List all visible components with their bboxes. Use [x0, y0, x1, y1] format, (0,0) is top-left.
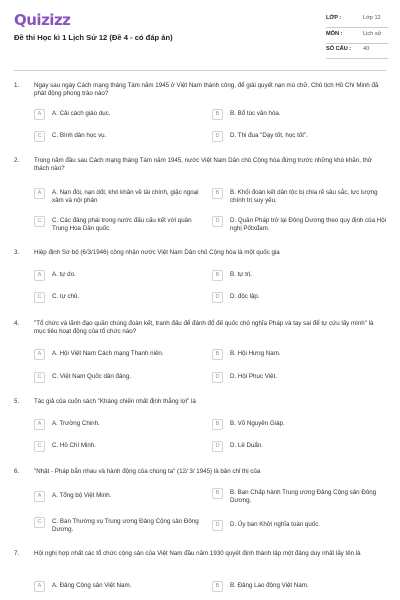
option-letter-box: D: [212, 441, 223, 452]
option-text: D. độc lập.: [230, 293, 260, 300]
option-d[interactable]: [212, 132, 387, 142]
option-letter-box: B: [212, 109, 223, 120]
option-text: C. Bình dân học vụ.: [52, 132, 107, 139]
question-text: Hiệp định Sơ bộ (6/3/1946) công nhận nước Việt Nam Dân chủ Cộng hòa là một quốc gia: [34, 249, 280, 256]
option-text: B. Khối đoàn kết dân tộc bị chia rẽ sâu sắc, lực lượng chính trị suy yếu.: [230, 189, 378, 205]
question-number: 6.: [14, 468, 20, 475]
question-number: 4.: [14, 320, 20, 327]
option-a[interactable]: [34, 492, 209, 502]
option-letter-box: C: [34, 131, 45, 142]
option-letter-box: C: [34, 216, 45, 227]
option-text: A. Tổng bộ Việt Minh.: [52, 492, 112, 499]
option-b[interactable]: [212, 582, 387, 592]
option-b[interactable]: [212, 489, 387, 506]
question-number: 5.: [14, 398, 20, 405]
option-d[interactable]: [212, 521, 387, 531]
option-letter-box: D: [212, 292, 223, 303]
question-text: "Tổ chức và lãnh đạo quần chúng đoàn kết, tranh đấu để đánh đổ đế quốc chủ nghĩa Pháp và tay sai để tự cứu lấy mình" là mục tiêu hoạt động của tổ chức nào?: [34, 320, 374, 336]
option-a[interactable]: [34, 110, 209, 120]
option-a[interactable]: [34, 271, 209, 281]
option-b[interactable]: [212, 420, 387, 430]
question-text: Ngay sau ngày Cách mạng tháng Tám năm 1945 ở Việt Nam thành công, để giải quyết nạn mù chữ. Chủ tịch Hồ Chí Minh đã phát động phong trào nào?: [34, 82, 379, 98]
option-letter-box: A: [34, 581, 45, 592]
option-text: C. Hồ Chí Minh.: [52, 442, 97, 449]
option-letter-box: C: [34, 441, 45, 452]
option-letter-box: D: [212, 216, 223, 227]
option-text: A. Trường Chinh.: [52, 420, 100, 427]
option-c[interactable]: [34, 518, 209, 535]
option-text: A. tự do.: [52, 271, 76, 278]
option-letter-box: A: [34, 188, 45, 199]
option-letter-box: B: [212, 188, 223, 199]
option-letter-box: C: [34, 372, 45, 383]
option-text: B. Hội Hưng Nam.: [230, 350, 281, 357]
meta-value: Lịch sử: [363, 31, 382, 37]
option-d[interactable]: [212, 293, 387, 303]
option-letter-box: B: [212, 581, 223, 592]
option-text: C. Ban Thường vụ Trung ương Đảng Cộng sản Đông Dương.: [52, 518, 199, 534]
option-b[interactable]: [212, 271, 387, 281]
option-d[interactable]: [212, 217, 387, 234]
meta-value: 40: [363, 46, 370, 52]
option-text: B. Ban Chấp hành Trung ương Đảng Cộng sản Đông Dương.: [230, 489, 377, 505]
meta-underline: [326, 27, 388, 28]
question-number: 1.: [14, 82, 20, 89]
meta-underline: [326, 43, 388, 44]
meta-value: Lớp 12: [363, 15, 381, 21]
option-a[interactable]: [34, 189, 209, 206]
meta-label: MÔN :: [326, 31, 343, 37]
option-b[interactable]: [212, 189, 387, 206]
option-letter-box: A: [34, 491, 45, 502]
option-letter-box: C: [34, 292, 45, 303]
option-c[interactable]: [34, 217, 209, 234]
option-letter-box: D: [212, 520, 223, 531]
option-letter-box: C: [34, 517, 45, 528]
option-letter-box: B: [212, 270, 223, 281]
option-text: C. Các đảng phái trong nước đấu cấu kết với quân Trung Hoa Dân quốc.: [52, 217, 192, 233]
option-d[interactable]: [212, 373, 387, 383]
question-text: Tác giả của cuốn sách "Kháng chiến nhất định thắng lợi" là: [34, 398, 196, 405]
option-text: A. Cải cách giáo dục.: [52, 110, 111, 117]
option-letter-box: A: [34, 109, 45, 120]
option-b[interactable]: [212, 350, 387, 360]
option-letter-box: B: [212, 349, 223, 360]
option-text: C. tự chủ.: [52, 293, 80, 300]
page-title: Đề thi Học kì 1 Lịch Sử 12 (Đề 4 - có đáp án): [14, 33, 173, 42]
option-text: C. Việt Nam Quốc dân đảng.: [52, 373, 131, 380]
question-text: Hội nghị hợp nhất các tổ chức cộng sản của Việt Nam đầu năm 1930 quyết định thành lập một đảng duy nhất lấy tên là: [34, 550, 361, 557]
option-text: D. Hội Phục Việt.: [230, 373, 278, 380]
option-text: B. Bổ túc văn hóa.: [230, 110, 281, 117]
option-letter-box: D: [212, 131, 223, 142]
option-c[interactable]: [34, 132, 209, 142]
option-letter-box: A: [34, 419, 45, 430]
question-number: 3.: [14, 249, 20, 256]
option-a[interactable]: [34, 350, 209, 360]
option-text: D. Quân Pháp trở lại Đông Dương theo quy định của Hội nghị Pốtxđam.: [230, 217, 387, 233]
option-b[interactable]: [212, 110, 387, 120]
meta-underline: [326, 58, 388, 59]
option-text: B. Đảng Lao động Việt Nam.: [230, 582, 309, 589]
page-header: [0, 0, 400, 70]
option-text: D. Thi đua "Dạy tốt, học tốt".: [230, 132, 308, 139]
option-letter-box: A: [34, 349, 45, 360]
option-text: A. Nạn đói, nạn dốt, khó khăn về tài chính, giặc ngoại xâm và nội phản: [52, 189, 199, 205]
option-letter-box: D: [212, 372, 223, 383]
option-c[interactable]: [34, 293, 209, 303]
option-text: D. Ủy ban Khởi nghĩa toàn quốc.: [230, 521, 321, 528]
option-letter-box: B: [212, 419, 223, 430]
option-c[interactable]: [34, 442, 209, 452]
question-number: 7.: [14, 550, 20, 557]
question-number: 2.: [14, 157, 20, 164]
meta-label: LỚP :: [326, 15, 342, 21]
header-divider: [14, 70, 386, 71]
option-text: A. Hội Việt Nam Cách mạng Thanh niên.: [52, 350, 164, 357]
option-letter-box: B: [212, 488, 223, 499]
option-text: D. Lê Duẩn.: [230, 442, 264, 449]
question-text: Trong năm đầu sau Cách mạng tháng Tám năm 1945, nước Việt Nam Dân chủ Cộng hòa đứng trước những khó khăn, thử thách nào?: [34, 157, 372, 173]
option-c[interactable]: [34, 373, 209, 383]
option-a[interactable]: [34, 420, 209, 430]
option-text: B. tự trị.: [230, 271, 253, 278]
meta-label: SỐ CÂU :: [326, 46, 352, 52]
question-text: "Nhật - Pháp bắn nhau và hành động của chúng ta" (12/ 3/ 1945) là bản chỉ thị của: [34, 468, 261, 475]
option-a[interactable]: [34, 582, 209, 592]
option-text: B. Võ Nguyên Giáp.: [230, 420, 285, 427]
quizizz-logo: Quizizz: [14, 11, 71, 29]
option-d[interactable]: [212, 442, 387, 452]
option-text: A. Đảng Cộng sản Việt Nam.: [52, 582, 132, 589]
option-letter-box: A: [34, 270, 45, 281]
